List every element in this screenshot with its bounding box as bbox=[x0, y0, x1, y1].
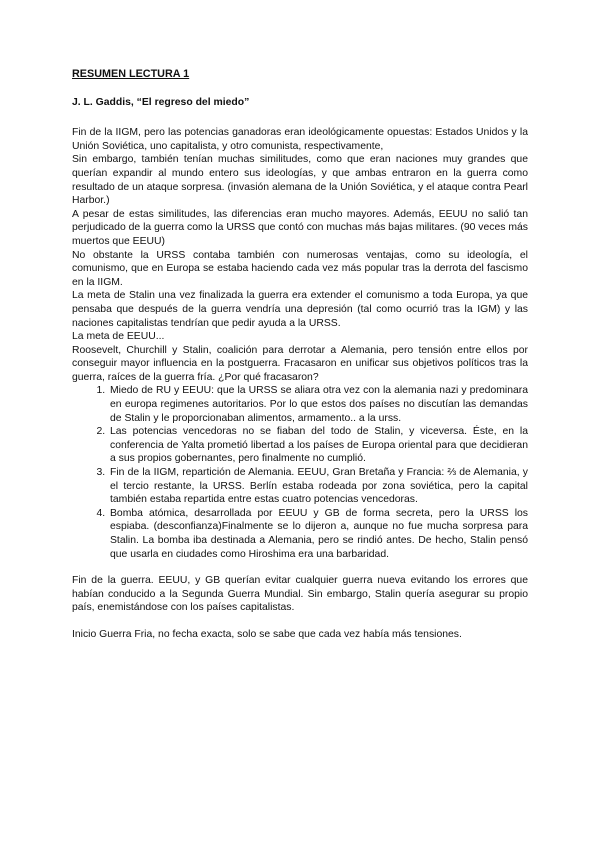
paragraph-6: La meta de EEUU... bbox=[72, 331, 165, 343]
paragraph-4: No obstante la URSS contaba también con numerosas ventajas, como su ideología, el comunismo, que en Europa se estaba haciendo cada vez más popular tras la derrota del fascismo en la IIGM. bbox=[72, 249, 528, 288]
paragraph-1: Fin de la IIGM, pero las potencias ganadoras eran ideológicamente opuestas: Estados Unidos y la Unión Soviética, uno capitalista, y otro comunista, respectivamente, bbox=[72, 127, 528, 152]
paragraph-7: Roosevelt, Churchill y Stalin, coalición para derrotar a Alemania, pero tensión entre ellos por conseguir mayor influencia en la postguerra. Fracasaron en unificar sus objetivos políticos tras la guerra, raíces de la guerra fría. ¿Por qué fracasaron? bbox=[72, 344, 528, 383]
document-subtitle: J. L. Gaddis, “El regreso del miedo” bbox=[72, 96, 250, 108]
list-item: 4. Bomba atómica, desarrollada por EEUU y GB de forma secreta, pero la URSS los espiaba. (desconfianza)Finalmente se lo dijeron a, aunque no fue mucha sorpresa para Stalin. La bomba iba destinada a Alemania, pero se rindió antes. De hecho, Stalin pensó que usarla en ciudades como Hiroshima era una barbaridad. bbox=[108, 507, 528, 561]
list-item: 1. Miedo de RU y EEUU: que la URSS se aliara otra vez con la alemania nazi y predominara en europa regimenes autoritarios. Por lo que estos dos países no discutían las demandas de Stalin y le proporcionaban alimentos, armamento.. a la urss. bbox=[108, 384, 528, 425]
paragraph-3: A pesar de estas similitudes, las diferencias eran mucho mayores. Además, EEUU no salió tan perjudicado de la guerra como la URSS que contó con muchas más bajas militares. (90 veces más muertos que EEUU) bbox=[72, 208, 528, 247]
document-page bbox=[72, 68, 528, 642]
paragraph-5: La meta de Stalin una vez finalizada la guerra era extender el comunismo a toda Europa, ya que pensaba que después de la guerra vendría una depresión (tal como ocurrió tras la IGM) y las naciones capitalistas tendrían que pedir ayuda a la URSS. bbox=[72, 290, 528, 329]
paragraph-2: Sin embargo, también tenían muchas similitudes, como que eran naciones muy grandes que querían expandir al mundo entero sus ideologías, y que ambas entraron en la guerra como resultado de un ataque sorpresa. (invasión alemana de la Unión Soviética, y el ataque contra Pearl Harbor.) bbox=[72, 154, 528, 207]
list-item: 2. Las potencias vencedoras no se fiaban del todo de Stalin, y viceversa. Éste, en la conferencia de Yalta prometió libertad a los países de Europa oriental para que decidieran a sus propios gobernantes, pero finalmente no cumplió. bbox=[108, 425, 528, 466]
list-item: 3. Fin de la IIGM, repartición de Alemania. EEUU, Gran Bretaña y Francia: ⅔ de Alemania, y el tercio restante, la URSS. Berlín estaba rodeada por zona soviética, pero la capital también estaba repartida entre estas cuatro potencias vencedoras. bbox=[108, 466, 528, 507]
paragraph-end-of-war: Fin de la guerra. EEUU, y GB querían evitar cualquier guerra nueva evitando los errores que habían conducido a la Segunda Guerra Mundial. Sin embargo, Stalin quería asegurar su propio país, enemistándose con los países capitalistas. bbox=[72, 575, 528, 614]
paragraph-cold-war-start: Inicio Guerra Fria, no fecha exacta, solo se sabe que cada vez había más tensiones. bbox=[72, 628, 462, 640]
reasons-list bbox=[72, 384, 528, 561]
document-title: RESUMEN LECTURA 1 bbox=[72, 68, 190, 80]
